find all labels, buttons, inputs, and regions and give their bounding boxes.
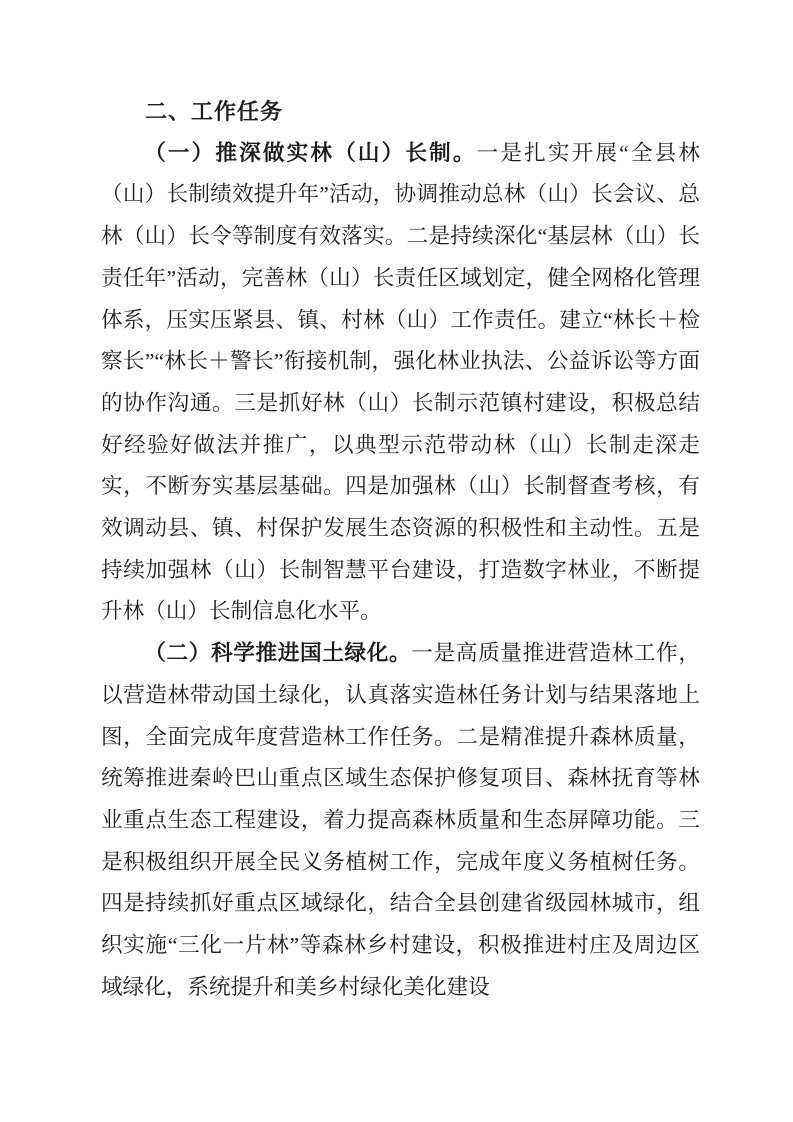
paragraph-1: [101, 133, 700, 633]
paragraph-2: [101, 633, 700, 1008]
paragraph-1-lead: （一）推深做实林（山）长制。: [144, 140, 477, 165]
section-heading: 二、工作任务: [145, 99, 284, 124]
paragraph-1-body: 一是扎实开展“全县林（山）长制绩效提升年”活动，协调推动总林（山）长会议、总林（山）长令等制度有效落实。二是持续深化“基层林（山）长责任年”活动，完善林（山）长责任区域划定，健全网格化管理体系，压实压紧县、镇、村林（山）工作责任。建立“林长＋检察长”“林长＋警长”衔接机制，强化林业执法、公益诉讼等方面的协作沟通。三是抓好林（山）长制示范镇村建设，积极总结好经验好做法并推广，以典型示范带动林（山）长制走深走实，不断夯实基层基础。四是加强林（山）长制督查考核，有效调动县、镇、村保护发展生态资源的积极性和主动性。五是持续加强林（山）长制智慧平台建设，打造数字林业，不断提升林（山）长制信息化水平。: [101, 140, 700, 624]
paragraph-2-body: 一是高质量推进营造林工作，以营造林带动国土绿化，认真落实造林任务计划与结果落地上图，全面完成年度营造林工作任务。二是精准提升森林质量，统筹推进秦岭巴山重点区域生态保护修复项目、森林抚育等林业重点生态工程建设，着力提高森林质量和生态屏障功能。三是积极组织开展全民义务植树工作，完成年度义务植树任务。四是持续抓好重点区域绿化，结合全县创建省级园林城市，组织实施“三化一片林”等森林乡村建设，积极推进村庄及周边区域绿化，系统提升和美乡村绿化美化建设: [101, 641, 700, 999]
document-content: [101, 91, 700, 1008]
paragraph-2-lead: （二）科学推进国土绿化。: [144, 641, 412, 666]
